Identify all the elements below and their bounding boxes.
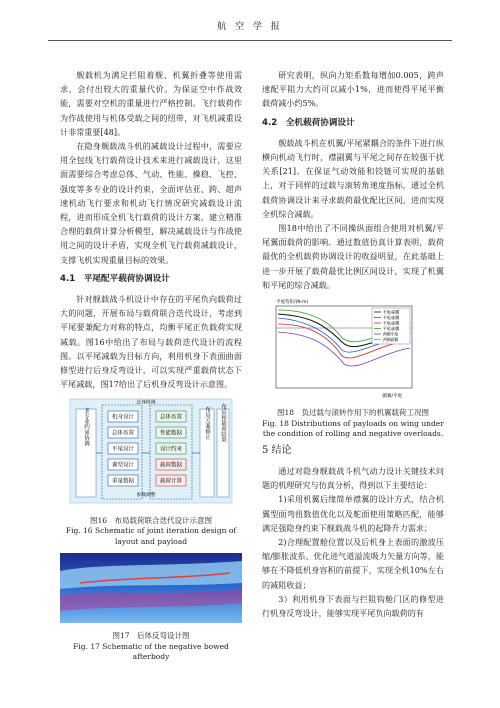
paragraph: 3）利用机身下表面与拦阻钩舱门区的修型进行机身反弯设计，能够实现平尾负向载荷的有 (262, 593, 444, 618)
flow-box-label: 设计约束 (159, 446, 183, 453)
flow-box-label: 性能数据 (159, 430, 183, 437)
figure-17-caption (60, 631, 242, 663)
legend-entry: 平尾/副翼 (383, 315, 400, 321)
paragraph: 图18中给出了不同操纵面组合使用对机翼/平尾翼面载荷的影响。通过数值仿真计算表明，载荷最优的全机载荷协调设计的收益明显，在此基础上进一步开展了载荷最优比例区间设计，实现了机翼和平尾的综合减载。 (262, 223, 444, 290)
journal-header (48, 14, 452, 41)
paragraph: 通过对隐身舰载战斗机气动力设计关键技术问题的机理研究与仿真分析，得到以下主要结论： (262, 465, 444, 491)
figure-17 (60, 553, 242, 627)
caption-cn: 图17 后体反弯设计图 (112, 631, 190, 641)
paragraph: 在隐身舰载战斗机的减载设计过程中，需要应用全包线飞行载荷设计技术来进行减载设计，这里面需要综合考虑总体、气动、性能、操稳、飞控、强度等多专业的设计约束，全面评估亚、跨、超声速机动飞行要求和机动飞行情况研究减载设计流程，进而形成全机飞行载荷的设计方案，建立精准合理的载荷计算分析模型，解决减载设计与作战使用之间的设计矛盾，实现全机飞行载荷减载设计，支撑飞机实现重量目标的效果。 (60, 141, 242, 265)
paragraph: 1)采用机翼后缘简单襟翼的设计方式，结合机翼型面弯扭数值优化以及舵面使用策略匹配，能够满足强隐身约束下舰载战斗机的起降升力需求； (262, 494, 444, 533)
flow-box-label: 翼型设计 (111, 462, 135, 469)
figure-18 (262, 298, 444, 404)
caption-cn: 图16 布局载荷联合迭代设计示意图 (89, 515, 213, 525)
flow-box-label: 总体布置 (111, 430, 135, 437)
caption-cn: 图18 负过载与滚转作用下的机翼载荷工况图 (276, 408, 430, 418)
x-axis-label: 副翼/平尾 (382, 394, 402, 400)
afterbody-render (60, 553, 242, 623)
paragraph: 针对舰载战斗机设计中存在的平尾负向载荷过大的问题，开展布局与载荷联合迭代设计，考虑到平尾要兼配力对称的特点，均衡平尾正负载荷实现减载。图16中给出了布局与载荷迭代设计的流程图。以平尾减载为目标方向，利用机身下表面曲面修型进行后身反弯设计，可以实现严重载荷状态下平尾减载，图17给出了后机身反弯设计示意图。 (60, 294, 242, 390)
section-heading: 4.2 全机载荷协调设计 (262, 117, 355, 128)
legend-entry: 平尾/副翼 (383, 309, 400, 315)
outer-label: 总体协调 (136, 400, 156, 406)
right-column (262, 68, 444, 620)
figure-16 (60, 397, 242, 511)
paragraph: 舰载机为满足拦阻着舰、机翼折叠等使用需求，会付出较大的重量代价。为保证空中作战效能，需要对空机的重量进行严格控制。飞行载荷作为作战使用与机体受载之间的纽带，对飞机减重设计非常重要[48]。 (60, 70, 242, 137)
flow-box-label: 平尾设计 (111, 446, 135, 453)
paragraph: 研究表明，纵向力矩系数每增加0.005，跨声速配平阻力大约可以减小1%，进而使得平尾平衡载荷减小约5%。 (262, 70, 444, 109)
section-heading: 4.1 平尾配平载荷协调设计 (60, 273, 170, 284)
flow-box-label: 机身设计 (111, 414, 135, 421)
flow-box-label: 总体布置 (159, 414, 183, 421)
outer-label: 参数调整 (136, 493, 156, 499)
flowchart-diagram (60, 397, 242, 507)
legend-entry: 两侧平尾 (383, 331, 399, 337)
figure-16-caption (60, 516, 242, 548)
legend-entry: 平尾/副翼 (383, 320, 400, 326)
legend-entry: 两侧副翼 (383, 337, 399, 343)
side-label-c: 布局和载荷结果 (220, 404, 226, 443)
side-label-b: 布局方案修正 (204, 406, 210, 440)
flow-box-label: 载荷数据 (159, 462, 183, 469)
left-column (60, 68, 242, 663)
load-chart (262, 298, 444, 400)
y-axis-label: 平尾弯矩/(N·m) (276, 300, 309, 306)
caption-en: Fig. 18 Distributions of payloads on wing under the condition of rolling and negative overloads. (262, 418, 444, 439)
paragraph: 舰载战斗机在机翼/平尾紧耦合的条件下进行纵横向机动飞行时，襟副翼与平尾之间存在较强干扰关系[21]。在保证气动效能和铰链可实现的基础上，对于同样的过载与滚转角速度指标，通过全机载荷协调设计来寻求载荷最优配比区间，进而实现全机综合减载。 (262, 137, 444, 219)
side-label-a: 多专业约束协调 (83, 408, 89, 447)
figure-18-caption (262, 408, 444, 440)
flow-box-label: 载荷计算 (159, 478, 183, 485)
flow-box-label: 重量数据 (111, 478, 135, 485)
caption-en: Fig. 16 Schematic of joint iteration design of layout and payload (65, 526, 237, 546)
paragraph: 2)合理配置舱位置以及后机身上表面的激波压缩/膨胀波系、优化进气道溢流吸力矢量方向等，能够在不降低机身容积的前提下，实现全机10%左右的减阻收益； (262, 536, 444, 590)
section-heading: 5 结论 (262, 444, 292, 456)
journal-title: 航 空 学 报 (217, 22, 283, 32)
legend-entry: 平尾/副翼 (383, 326, 400, 332)
caption-en: Fig. 17 Schematic of the negative bowed afterbody (73, 641, 229, 662)
